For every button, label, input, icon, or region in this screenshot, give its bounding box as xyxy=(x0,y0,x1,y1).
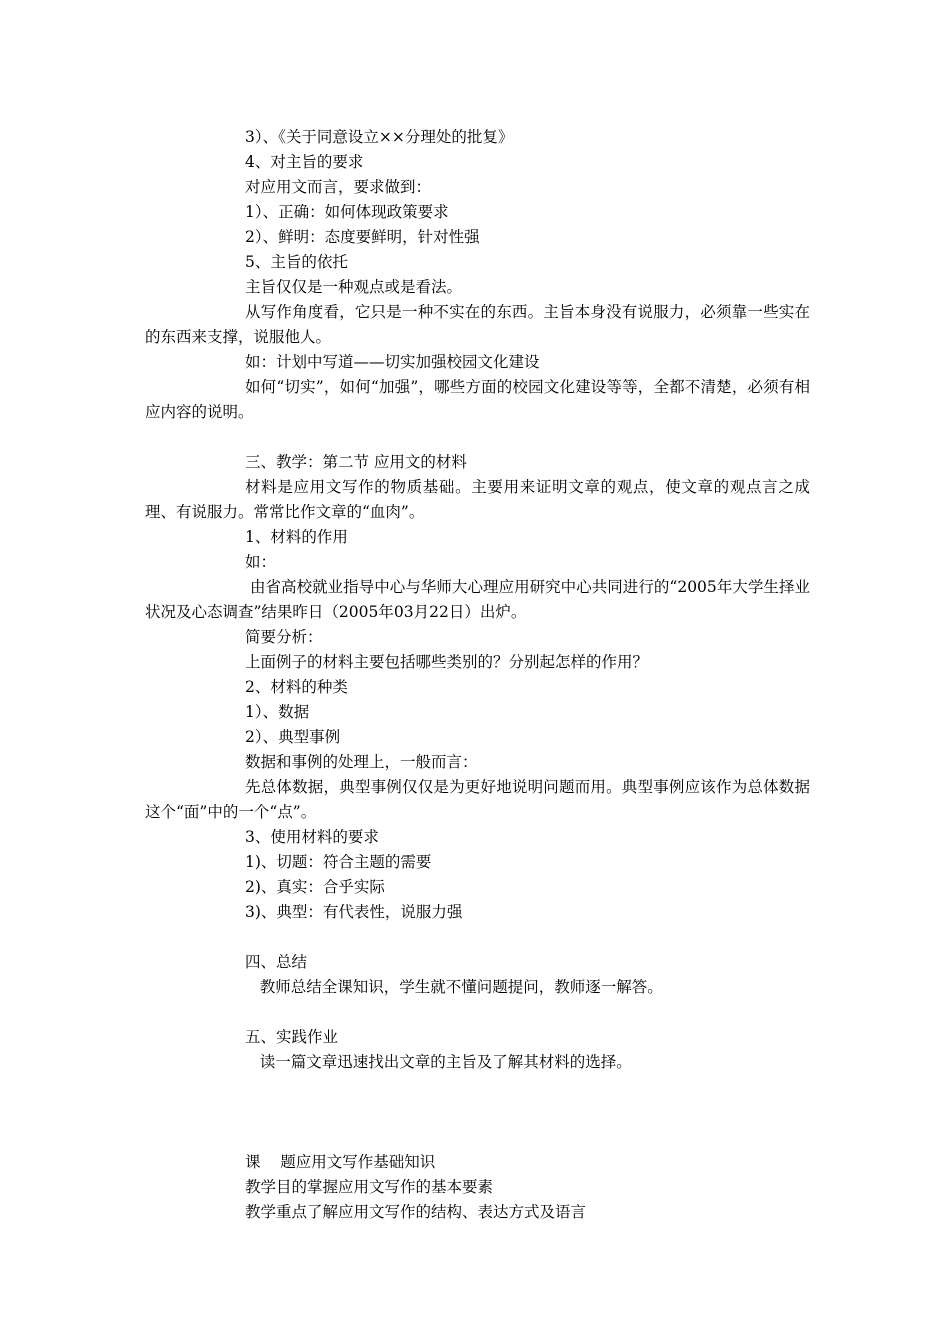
paragraph-line: 教学重点了解应用文写作的结构、表达方式及语言 xyxy=(245,1203,587,1221)
paragraph-line: 简要分析： xyxy=(245,628,323,646)
paragraph-line: 3）、《关于同意设立××分理处的批复》 xyxy=(245,128,514,146)
blank-line xyxy=(145,1125,810,1150)
paragraph-line: 1、材料的作用 xyxy=(245,528,348,546)
blank-line xyxy=(145,1075,810,1100)
paragraph-line: 3)、典型：有代表性，说服力强 xyxy=(245,903,463,921)
paragraph-line: 2）、鲜明：态度要鲜明，针对性强 xyxy=(245,228,480,246)
blank-line xyxy=(145,925,810,950)
paragraph-line: 5、主旨的依托 xyxy=(245,253,348,271)
paragraph-line: 1）、数据 xyxy=(245,703,310,721)
paragraph-line: 4、对主旨的要求 xyxy=(245,153,364,171)
blank-line xyxy=(145,425,810,450)
paragraph-line: 2)、真实：合乎实际 xyxy=(245,878,385,896)
paragraph-line: 从写作角度看，它只是一种不实在的东西。主旨本身没有说服力，必须靠一些实在的东西来支撑，说服他人。 xyxy=(145,303,810,346)
paragraph-line: 上面例子的材料主要包括哪些类别的？分别起怎样的作用？ xyxy=(245,653,649,671)
paragraph-line: 2、材料的种类 xyxy=(245,678,348,696)
blank-line xyxy=(145,1100,810,1125)
blank-line xyxy=(145,1000,810,1025)
paragraph-line: 2）、典型事例 xyxy=(245,728,341,746)
paragraph-line: 由省高校就业指导中心与华师大心理应用研究中心共同进行的“2005年大学生择业状况及心态调查”结果昨日（2005年03月22日）出炉。 xyxy=(145,578,810,621)
paragraph-line: 主旨仅仅是一种观点或是看法。 xyxy=(245,278,463,296)
paragraph-line: 如何“切实”，如何“加强”，哪些方面的校园文化建设等等，全都不清楚，必须有相应内容的说明。 xyxy=(145,378,810,421)
paragraph-line: 读一篇文章迅速找出文章的主旨及了解其材料的选择。 xyxy=(245,1053,632,1071)
paragraph-line: 对应用文而言，要求做到： xyxy=(245,178,432,196)
paragraph-line: 材料是应用文写作的物质基础。主要用来证明文章的观点，使文章的观点言之成理、有说服力。常常比作文章的“血肉”。 xyxy=(145,478,810,521)
paragraph-line: 课 题应用文写作基础知识 xyxy=(245,1153,436,1171)
paragraph-line: 教师总结全课知识，学生就不懂问题提问，教师逐一解答。 xyxy=(245,978,663,996)
paragraph-line: 3、使用材料的要求 xyxy=(245,828,379,846)
paragraph-line: 如： xyxy=(245,553,277,571)
paragraph-line: 1)、切题：符合主题的需要 xyxy=(245,853,432,871)
paragraph-line: 三、教学：第二节 应用文的材料 xyxy=(245,453,467,471)
paragraph-line: 五、实践作业 xyxy=(245,1028,339,1046)
paragraph-line: 如：计划中写道——切实加强校园文化建设 xyxy=(245,353,540,371)
document-body xyxy=(145,125,810,1225)
paragraph-line: 先总体数据，典型事例仅仅是为更好地说明问题而用。典型事例应该作为总体数据这个“面”中的一个“点”。 xyxy=(145,778,810,821)
paragraph-line: 教学目的掌握应用文写作的基本要素 xyxy=(245,1178,494,1196)
paragraph-line: 数据和事例的处理上，一般而言： xyxy=(245,753,478,771)
paragraph-line: 1）、正确：如何体现政策要求 xyxy=(245,203,449,221)
paragraph-line: 四、总结 xyxy=(245,953,308,971)
